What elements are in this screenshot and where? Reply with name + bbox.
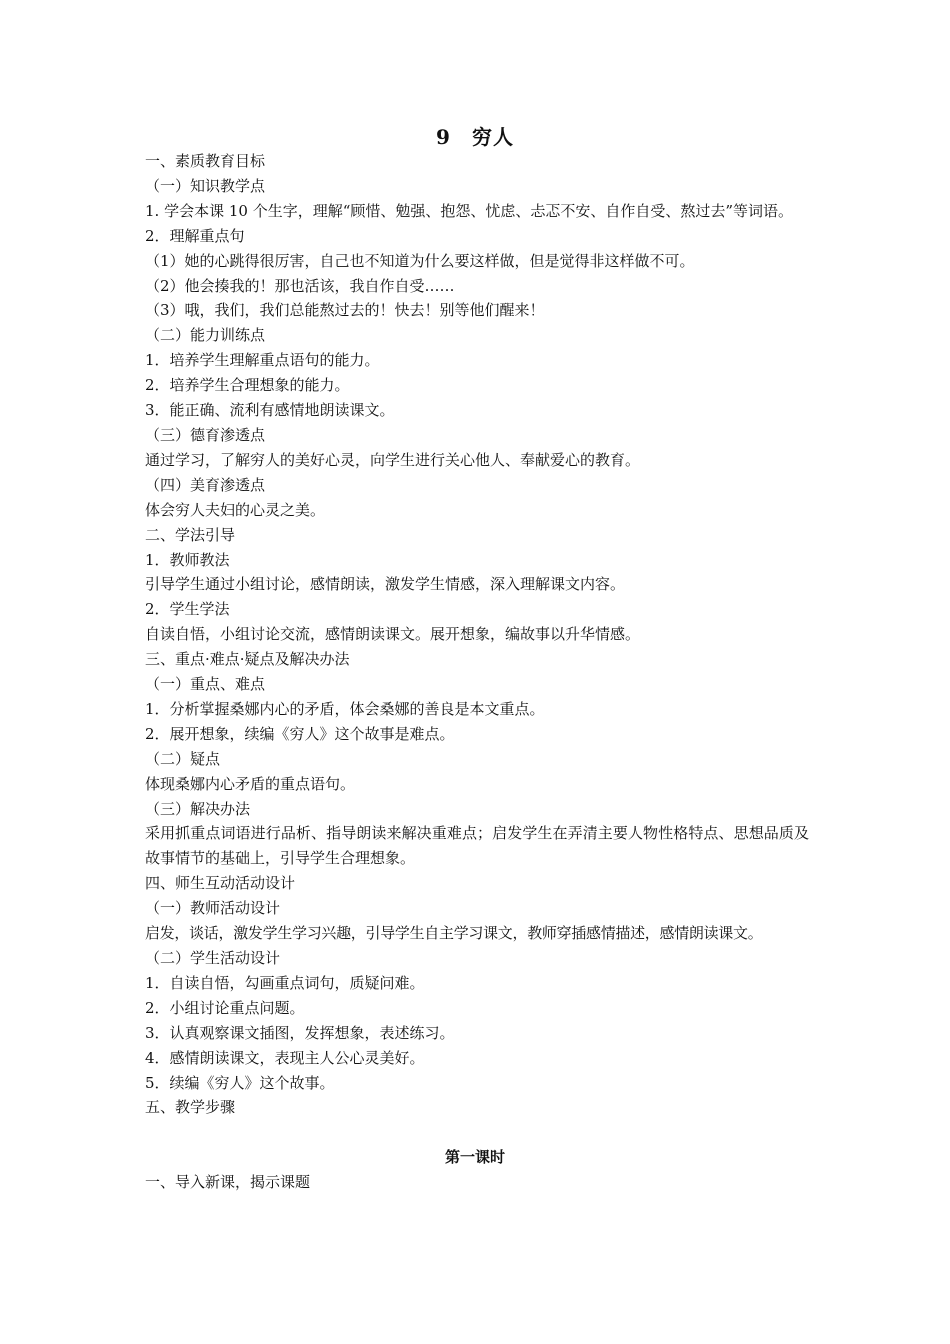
paragraph: 1. 学会本课 10 个生字，理解“顾惜、勉强、抱怨、忧虑、忐忑不安、自作自受、熬过去”等词语。 — [145, 201, 794, 220]
document-body — [145, 149, 809, 1195]
list-item: 2．培养学生合理想象的能力。 — [145, 376, 350, 395]
subheading: （二）学生活动设计 — [145, 949, 281, 967]
subheading: （三）德育渗透点 — [145, 425, 266, 444]
blank-line — [145, 1120, 809, 1145]
document-title: 9 穷人 — [436, 125, 514, 149]
list-item: 1．自读自悟，勾画重点词句，质疑问难。 — [145, 973, 425, 992]
paragraph: 体会穷人夫妇的心灵之美。 — [145, 500, 326, 519]
list-item: （1）她的心跳得很厉害，自己也不知道为什么要这样做，但是觉得非这样做不可。 — [145, 251, 695, 270]
section-title: 第一课时 — [444, 1148, 505, 1167]
subheading: （二）疑点 — [145, 749, 221, 768]
list-item: （2）他会揍我的！那也活该，我自作自受…… — [145, 276, 455, 295]
subheading: （四）美育渗透点 — [145, 475, 266, 494]
paragraph: 通过学习，了解穷人的美好心灵，向学生进行关心他人、奉献爱心的教育。 — [145, 450, 641, 469]
heading-1: 二、学法引导 — [145, 525, 236, 544]
heading-1: 一、素质教育目标 — [145, 152, 266, 170]
list-item: 3．认真观察课文插图，发挥想象，表述练习。 — [145, 1023, 455, 1042]
heading-1: 五、教学步骤 — [145, 1098, 236, 1117]
subheading: （一）教师活动设计 — [145, 899, 281, 918]
list-item: 5．续编《穷人》这个故事。 — [145, 1073, 335, 1092]
heading-1: 三、重点·难点·疑点及解决办法 — [145, 650, 350, 669]
list-item: 1．分析掌握桑娜内心的矛盾，体会桑娜的善良是本文重点。 — [145, 699, 545, 718]
heading-1: 四、师生互动活动设计 — [145, 874, 296, 893]
list-item: 3．能正确、流利有感情地朗读课文。 — [145, 401, 395, 420]
list-item: 2．展开想象，续编《穷人》这个故事是难点。 — [145, 724, 455, 743]
paragraph: 自读自悟，小组讨论交流，感情朗读课文。展开想象，编故事以升华情感。 — [145, 625, 641, 644]
subheading: （一）重点、难点 — [145, 675, 266, 694]
paragraph: 启发，谈话，激发学生学习兴趣，引导学生自主学习课文，教师穿插感情描述，感情朗读课文。 — [145, 924, 763, 943]
list-item: 1．培养学生理解重点语句的能力。 — [145, 351, 380, 370]
heading-1: 一、导入新课，揭示课题 — [145, 1173, 311, 1192]
list-item: 1．教师教法 — [145, 550, 230, 569]
paragraph: 采用抓重点词语进行品析、指导朗读来解决重难点；启发学生在弄清主要人物性格特点、思想品质及故事情节的基础上，引导学生合理想象。 — [145, 824, 809, 868]
list-item: 4．感情朗读课文，表现主人公心灵美好。 — [145, 1048, 425, 1067]
subheading: （一）知识教学点 — [145, 176, 266, 195]
paragraph: 体现桑娜内心矛盾的重点语句。 — [145, 774, 356, 793]
list-item: 2．小组讨论重点问题。 — [145, 998, 305, 1017]
list-item: （3）哦，我们，我们总能熬过去的！快去！别等他们醒来！ — [145, 301, 545, 320]
paragraph: 引导学生通过小组讨论，感情朗读，激发学生情感，深入理解课文内容。 — [145, 575, 626, 594]
subheading: （二）能力训练点 — [145, 326, 266, 345]
list-item: 2．理解重点句 — [145, 226, 245, 245]
subheading: （三）解决办法 — [145, 799, 251, 818]
list-item: 2．学生学法 — [145, 600, 230, 619]
